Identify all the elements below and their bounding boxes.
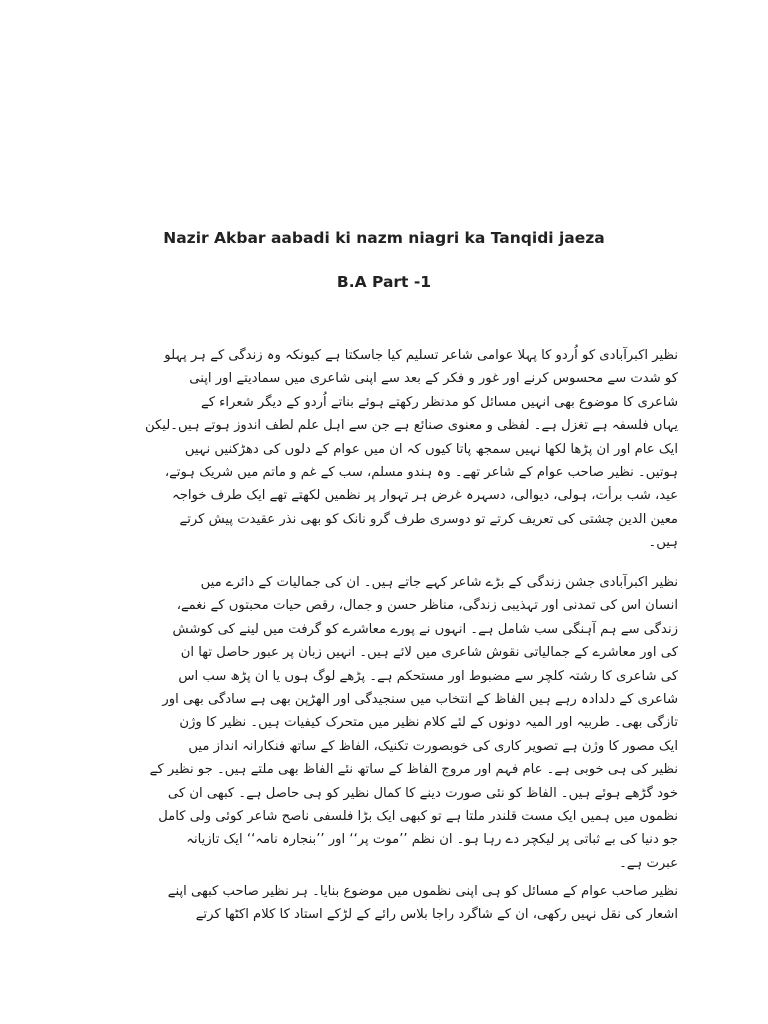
paragraph-line: کی شاعری کا رشتہ کلچر سے مضبوط اور مستحکم ہے۔ پڑھے لوگ ہوں یا ان پڑھ سب اس: [178, 668, 678, 684]
paragraph-line: زندگی سے ہم آہنگی سب شامل ہے۔ انہوں نے پورے معاشرے کو گرفت میں لینے کی کوشش: [172, 621, 678, 637]
paragraph-line: اشعار کی نقل نہیں رکھی، ان کے شاگرد راجا بلاس رائے کے لڑکے استاد کا کلام اکٹھا کرتے: [195, 907, 678, 923]
paragraph-line: نظموں میں ہمیں ایک مست قلندر ملتا ہے تو کبھی ایک بڑا فلسفی ناصح شاعر کوئی ولی کامل: [158, 809, 678, 825]
paragraph-line: عبرت ہے۔: [619, 855, 678, 871]
document-subtitle: B.A Part -1: [336, 273, 432, 291]
paragraph-line: ایک مصور کا وژن ہے تصویر کاری کی خوبصورت تکنیک، الفاظ کے ساتھ فنکارانہ انداز میں: [188, 738, 678, 754]
paragraph-line: ہوتیں۔ نظیر صاحب عوام کے شاعر تھے۔ وہ ہندو مسلم، سب کے غم و ماتم میں شریک ہوتے،: [164, 465, 678, 481]
paragraph-2: [108, 571, 678, 875]
paragraph-3: [108, 880, 678, 927]
paragraph-line: جو دنیا کی بے ثباتی پر لیکچر دے رہا ہو۔ ان نظم ’’موت پر‘‘ اور ’’بنجارہ نامہ‘‘ ایک تازیانہ: [186, 832, 678, 848]
paragraph-line: کی اور معاشرے کے جمالیاتی نقوش شاعری میں لائے ہیں۔ انہیں زبان پر عبور حاصل تھا ان: [180, 645, 678, 661]
paragraph-line: خود گڑھے ہوئے ہیں۔ الفاظ کو نئی صورت دینے کا کمال نظیر کو ہی حاصل ہے۔ کبھی ان کی: [167, 785, 678, 801]
paragraph-line: نظیر صاحب عوام کے مسائل کو ہی اپنی نظموں میں موضوع بنایا۔ ہر نظیر صاحب کبھی اپنے: [167, 884, 678, 899]
paragraph-line: عید، شب برأت، ہولی، دیوالی، دسہرہ غرض ہر تہوار پر نظمیں لکھتے تھے ایک طرف خواجہ: [171, 488, 678, 504]
paragraph-1: [108, 344, 678, 555]
paragraph-line: نظیر کی ہی خوبی ہے۔ عام فہم اور مروج الفاظ کے ساتھ نئے الفاظ بھی ملتے ہیں۔ جو نظیر کے: [149, 762, 678, 778]
paragraph-line: انسان اس کی تمدنی اور تہذیبی زندگی، مناظر حسن و جمال، رقص حیات محبتوں کے نغمے،: [176, 598, 678, 614]
document-title: Nazir Akbar aabadi ki nazm niagri ka Tanqidi jaeza: [163, 229, 605, 247]
paragraph-line: یہاں فلسفہ ہے تغزل ہے۔ لفظی و معنوی صنائع ہے جن سے اہل علم لطف اندوز ہوتے ہیں۔لیکن: [144, 418, 678, 434]
paragraph-line: ایک عام اور ان پڑھا لکھا نہیں سمجھ پاتا کیوں کہ ان میں عوام کے دلوں کی دھڑکنیں نہیں: [184, 441, 678, 457]
paragraph-line: نظیر اکبرآبادی کو اُردو کا پہلا عوامی شاعر تسلیم کیا جاسکتا ہے کیونکہ وہ زندگی کے ہر پہلو: [164, 348, 678, 363]
paragraph-line: شاعری کے دلدادہ رہے ہیں الفاظ کے انتخاب میں سنجیدگی اور الھڑپن بھی ہے سادگی بھی اور: [162, 692, 678, 708]
paragraph-line: کو شدت سے محسوس کرنے اور غور و فکر کے بعد سے اپنی شاعری میں سمادیتے اور اپنی: [189, 371, 678, 387]
paragraph-line: معین الدین چشتی کی تعریف کرتے تو دوسری طرف گرو نانک کو بھی نذر عقیدت پیش کرتے: [179, 511, 678, 527]
paragraph-line: تازگی بھی۔ طربیہ اور المیہ دونوں کے لئے کلام نظیر میں متحرک کیفیات ہیں۔ نظیر کا وژن: [179, 715, 678, 731]
paragraph-line: نظیر اکبرآبادی جشن زندگی کے بڑے شاعر کہے جاتے ہیں۔ ان کی جمالیات کے دائرے میں: [200, 575, 678, 590]
paragraph-line: ہیں۔: [648, 535, 678, 551]
paragraph-line: شاعری کا موضوع بھی انہیں مسائل کو مدنظر رکھتے ہوئے بناتے اُردو کے دیگر شعراء کے: [200, 394, 678, 410]
